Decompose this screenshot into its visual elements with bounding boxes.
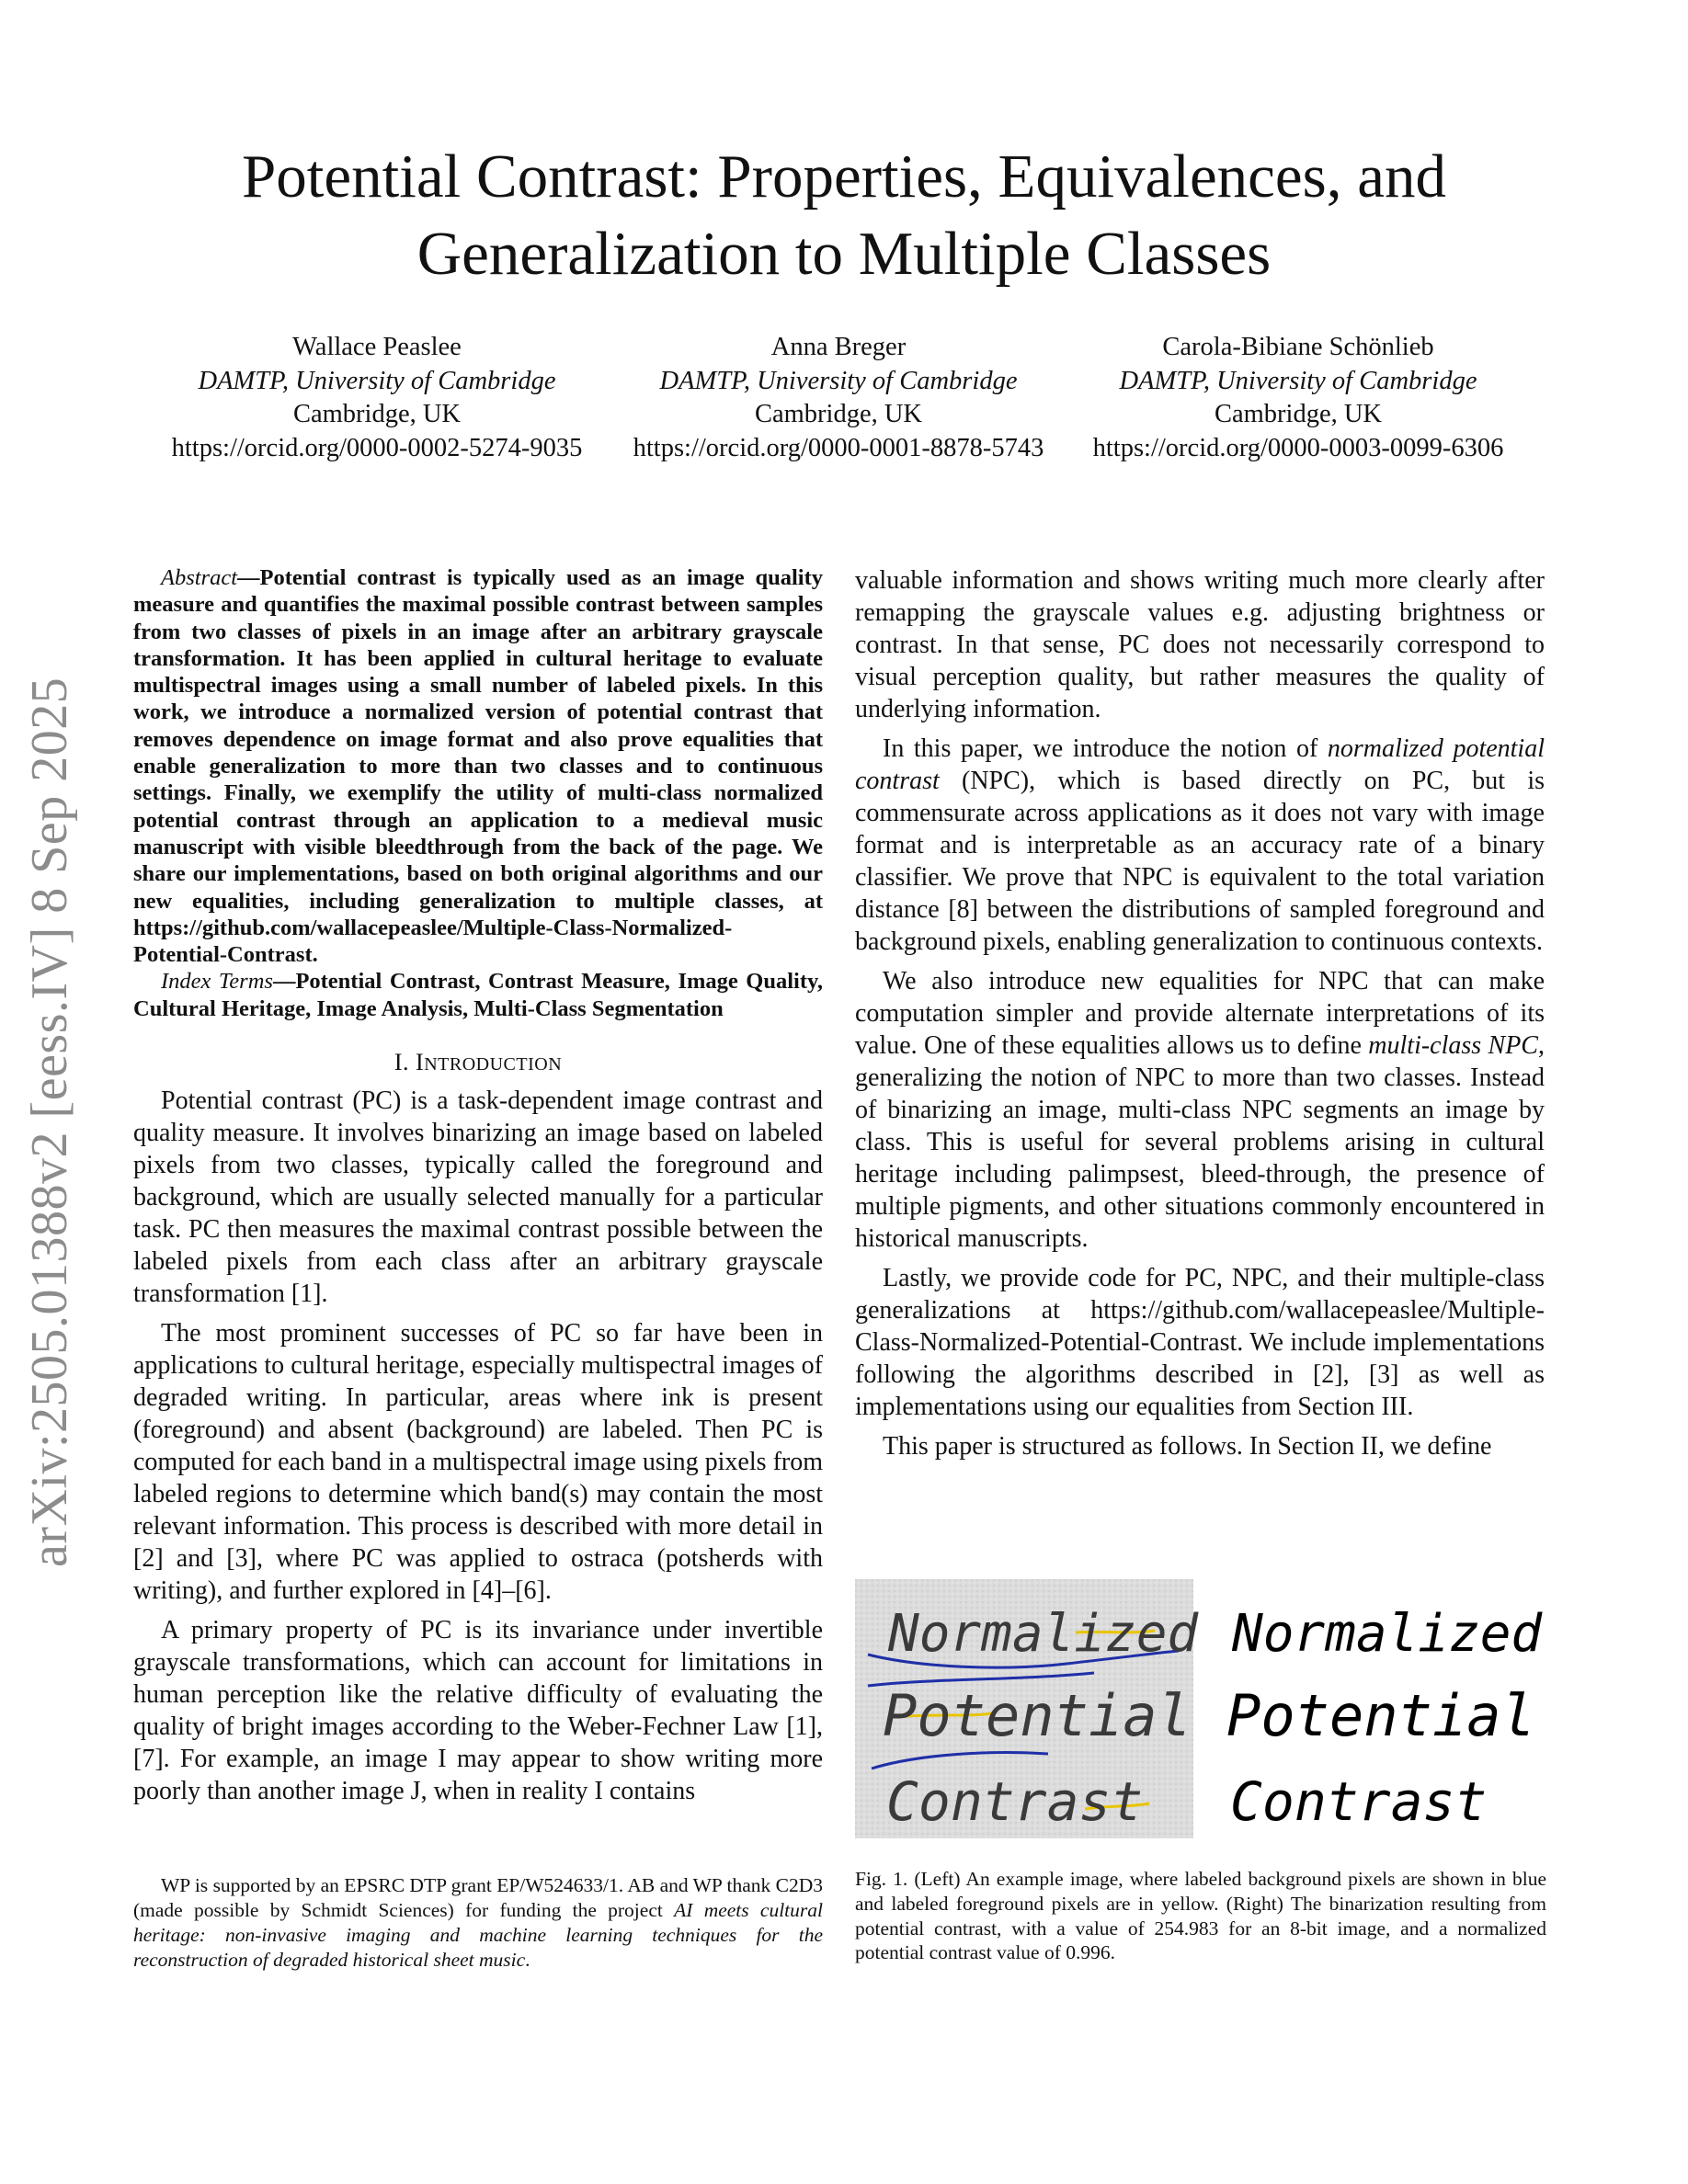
figure-word: Contrast	[886, 1770, 1144, 1833]
figure-1-svg	[855, 1579, 1545, 1838]
index-terms-label: Index Terms	[161, 969, 273, 995]
author-affiliation: DAMTP, University of Cambridge	[1119, 366, 1477, 395]
author-orcid-link[interactable]: https://orcid.org/0000-0003-0099-6306	[1092, 433, 1504, 462]
section-heading-introduction: I. INTRODUCTION	[393, 1049, 563, 1076]
figure-1	[855, 1579, 1545, 1838]
author-name: Anna Breger	[770, 333, 907, 361]
author-block-2	[618, 331, 1059, 465]
author-block-1	[156, 331, 598, 465]
paper-title: Potential Contrast: Properties, Equivalences, and Generalization to Multiple Classes	[242, 142, 1446, 288]
author-location: Cambridge, UK	[1214, 400, 1383, 428]
author-affiliation: DAMTP, University of Cambridge	[659, 366, 1018, 395]
body-paragraph: Lastly, we provide code for PC, NPC, and their multiple-class generalizations at https://github.com/wallacepeaslee/Multiple-Class-Normalized-Potential-Contrast. We include implementations following the algorithms described in [2], [3] as well as implementations using our equalities from Section III.	[855, 1264, 1545, 1421]
author-orcid-link[interactable]: https://orcid.org/0000-0002-5274-9035	[171, 433, 583, 462]
figure-word: Potential	[1226, 1682, 1535, 1749]
body-paragraph: This paper is structured as follows. In Section II, we define	[883, 1432, 1492, 1461]
body-paragraph: The most prominent successes of PC so far have been in applications to cultural heritage, especially multispectral images of degraded writing. In particular, areas where ink is present (foreground) and absent (background) are labeled. Then PC is computed for each band in a multispectral image using pixels from labeled regions to determine which band(s) may contain the most relevant information. This process is described with more detail in [2] and [3], where PC was applied to ostraca (potsherds with writing), and further explored in [4]–[6].	[133, 1319, 823, 1606]
index-terms-text: —Potential Contrast, Contrast Measure, Image Quality, Cultural Heritage, Image Analysis, Multi-Class Segmentation	[133, 969, 823, 1021]
right-column	[855, 564, 1545, 1462]
author-name: Carola-Bibiane Schönlieb	[1162, 333, 1434, 361]
author-location: Cambridge, UK	[754, 400, 923, 428]
figure-word: Potential	[883, 1682, 1192, 1749]
figure-1-caption: Fig. 1. (Left) An example image, where labeled background pixels are shown in blue and labeled foreground pixels are in yellow. (Right) The binarization resulting from potential contrast, with a value of 254.983 for an 8-bit image, and a normalized potential contrast value of 0.996.	[855, 1868, 1546, 1964]
left-column	[133, 564, 823, 1807]
body-paragraph: In this paper, we introduce the notion of normalized potential contrast (NPC), which is based directly on PC, but is commensurate across applications as it does not vary with image format and is interpretable as an accuracy rate of a binary classifier. We prove that NPC is equivalent to the total variation distance [8] between the distributions of sampled foreground and background pixels, enabling generalization to continuous contexts.	[855, 734, 1545, 956]
author-name: Wallace Peaslee	[292, 333, 462, 361]
arxiv-stamp: arXiv:2505.01388v2 [eess.IV] 8 Sep 2025	[21, 677, 78, 1567]
abstract-label: Abstract	[161, 565, 238, 590]
author-affiliation: DAMTP, University of Cambridge	[198, 366, 556, 395]
author-location: Cambridge, UK	[292, 400, 462, 428]
body-paragraph: A primary property of PC is its invariance under invertible grayscale transformations, which can account for limitations in human perception like the relative difficulty of evaluating the quality of bright images according to the Weber-Fechner Law [1], [7]. For example, an image I may appear to show writing more poorly than another image J, when in reality I contains	[133, 1616, 823, 1806]
author-block-3	[1078, 331, 1519, 465]
abstract	[133, 564, 823, 968]
body-paragraph: valuable information and shows writing much more clearly after remapping the grayscale values e.g. adjusting brightness or contrast. In that sense, PC does not necessarily correspond to visual perception quality, but rather measures the quality of underlying information.	[855, 566, 1545, 723]
author-orcid-link[interactable]: https://orcid.org/0000-0001-8878-5743	[633, 433, 1044, 462]
index-terms	[133, 968, 823, 1022]
figure-word: Normalized	[1232, 1604, 1543, 1664]
figure-word: Contrast	[1230, 1770, 1488, 1833]
footnote: WP is supported by an EPSRC DTP grant EP/W524633/1. AB and WP thank C2D3 (made possible by Schmidt Sciences) for funding the project AI meets cultural heritage: non-invasive imaging and machine learning techniques for the reconstruction of degraded historical sheet music.	[133, 1874, 823, 1971]
abstract-text: —Potential contrast is typically used as an image quality measure and quantifies the maximal possible contrast between samples from two classes of pixels in an image after an arbitrary grayscale transformation. It has been applied in cultural heritage to evaluate multispectral images using a small number of labeled pixels. In this work, we introduce a normalized version of potential contrast that removes dependence on image format and also prove equalities that enable generalization to more than two classes and to continuous settings. Finally, we exemplify the utility of multi-class normalized potential contrast through an application to a medieval music manuscript with visible bleedthrough from the back of the page. We share our implementations, based on both original algorithms and our new equalities, including generalization to multiple classes, at https://github.com/wallacepeaslee/Multiple-Class-Normalized-Potential-Contrast.	[133, 565, 823, 968]
body-paragraph: We also introduce new equalities for NPC that can make computation simpler and provide alternate interpretations of its value. One of these equalities allows us to define multi-class NPC, generalizing the notion of NPC to more than two classes. Instead of binarizing an image, multi-class NPC segments an image by class. This is useful for several problems arising in cultural heritage including palimpsest, bleed-through, the presence of multiple pigments, and other situations commonly encountered in historical manuscripts.	[855, 967, 1545, 1253]
figure-word: Normalized	[888, 1604, 1199, 1664]
body-paragraph: Potential contrast (PC) is a task-dependent image contrast and quality measure. It involves binarizing an image based on labeled pixels from two classes, typically called the foreground and background, which are usually selected manually for a particular task. PC then measures the maximal contrast possible between the labeled pixels from each class after an arbitrary grayscale transformation [1].	[133, 1086, 823, 1309]
